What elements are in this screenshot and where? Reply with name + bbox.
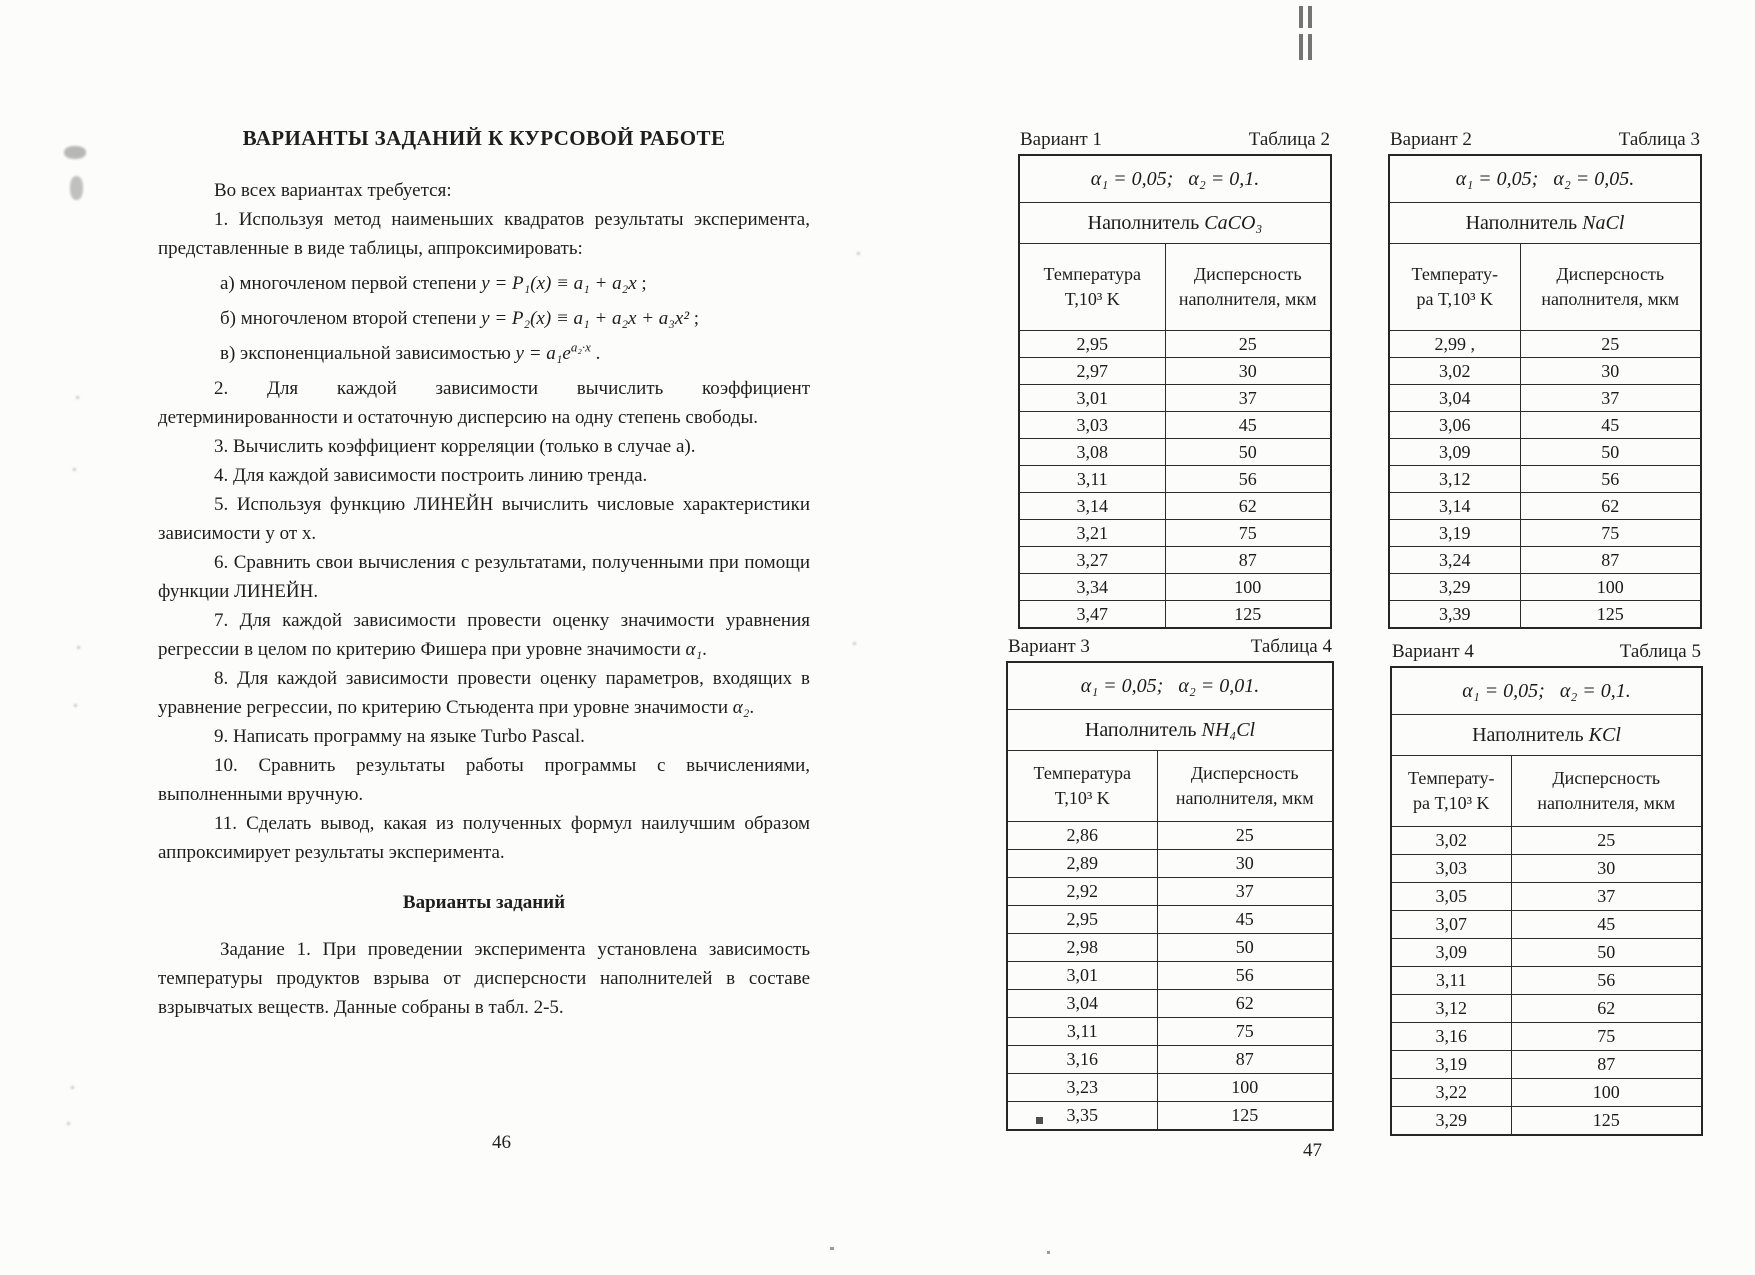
- table-row: [1391, 883, 1702, 911]
- temperature-cell: 2,97: [1019, 358, 1165, 385]
- temperature-header: Температура T,10³ K: [1007, 751, 1157, 822]
- temperature-cell: 3,01: [1007, 962, 1157, 990]
- table-row: [1019, 358, 1331, 385]
- temperature-cell: 3,39: [1389, 601, 1520, 629]
- temperature-cell: 3,14: [1389, 493, 1520, 520]
- dispersion-cell: 75: [1520, 520, 1701, 547]
- table-row: [1389, 520, 1701, 547]
- temperature-header: Температура T,10³ K: [1019, 244, 1165, 331]
- dispersion-cell: 87: [1520, 547, 1701, 574]
- temperature-cell: 3,29: [1389, 574, 1520, 601]
- table-row: [1391, 995, 1702, 1023]
- task-item: [158, 339, 810, 368]
- temperature-header: Температу- ра T,10³ K: [1391, 756, 1511, 827]
- variant-1-table: [1018, 129, 1332, 629]
- dispersion-cell: 125: [1157, 1102, 1333, 1131]
- alpha-values: α₁ = 0,05; α₂ = 0,1.: [1019, 155, 1331, 203]
- table-row: [1019, 493, 1331, 520]
- task-item-text: в) экспоненциальной зависимостью: [220, 343, 516, 364]
- table-row: [1019, 520, 1331, 547]
- scan-artifact: [830, 1247, 834, 1250]
- scan-artifact: [1299, 34, 1303, 60]
- dispersion-header: Дисперсность наполнителя, мкм: [1157, 751, 1333, 822]
- temperature-cell: 3,16: [1391, 1023, 1511, 1051]
- dispersion-cell: 30: [1165, 358, 1331, 385]
- table-row: [1389, 547, 1701, 574]
- temperature-cell: 3,05: [1391, 883, 1511, 911]
- dispersion-cell: 50: [1157, 934, 1333, 962]
- table-row: [1007, 1046, 1333, 1074]
- temperature-cell: 3,21: [1019, 520, 1165, 547]
- dispersion-cell: 125: [1165, 601, 1331, 629]
- scan-artifact: [64, 146, 86, 159]
- task-item-suffix: .: [702, 639, 707, 660]
- temperature-cell: 3,19: [1389, 520, 1520, 547]
- filler-formula: NH₄Cl: [1201, 718, 1256, 741]
- table-row: [1391, 939, 1702, 967]
- filler-formula: KCl: [1588, 723, 1621, 746]
- scan-artifact: [70, 176, 83, 200]
- task-item-text: 5. Используя функцию ЛИНЕЙН вычислить числовые характеристики зависимости y от x.: [158, 494, 810, 544]
- temperature-cell: 3,03: [1019, 412, 1165, 439]
- temperature-cell: 3,04: [1007, 990, 1157, 1018]
- filler-row: [1019, 203, 1331, 244]
- formula: α₁: [685, 639, 703, 660]
- temperature-cell: 2,89: [1007, 850, 1157, 878]
- dispersion-cell: 100: [1165, 574, 1331, 601]
- temperature-cell: 3,35: [1007, 1102, 1157, 1131]
- dispersion-cell: 37: [1511, 883, 1702, 911]
- table-row: [1391, 1051, 1702, 1079]
- table-row: [1019, 412, 1331, 439]
- scan-artifact: [74, 704, 77, 707]
- temperature-cell: 3,23: [1007, 1074, 1157, 1102]
- scan-artifact: [1308, 34, 1312, 60]
- table-row: [1019, 601, 1331, 629]
- variant-label: Вариант 1: [1020, 129, 1102, 150]
- dispersion-cell: 75: [1157, 1018, 1333, 1046]
- variant-label: Вариант 2: [1390, 129, 1472, 150]
- temperature-cell: 3,19: [1391, 1051, 1511, 1079]
- dispersion-cell: 25: [1520, 331, 1701, 358]
- dispersion-cell: 45: [1520, 412, 1701, 439]
- page-number-right: 47: [1303, 1140, 1322, 1161]
- dispersion-cell: 45: [1165, 412, 1331, 439]
- alpha-values: α₁ = 0,05; α₂ = 0,05.: [1389, 155, 1701, 203]
- temperature-cell: 3,14: [1019, 493, 1165, 520]
- dispersion-cell: 87: [1157, 1046, 1333, 1074]
- scan-artifact: [73, 468, 76, 471]
- scan-artifact: [1047, 1251, 1050, 1254]
- table-row: [1019, 439, 1331, 466]
- task-item: [158, 490, 810, 548]
- variant-3-table: [1006, 636, 1334, 1131]
- dispersion-cell: 62: [1165, 493, 1331, 520]
- task-item: [158, 374, 810, 432]
- scan-artifact: [1308, 6, 1312, 28]
- table-row: [1389, 466, 1701, 493]
- temperature-cell: 3,34: [1019, 574, 1165, 601]
- dispersion-cell: 30: [1157, 850, 1333, 878]
- table-row: [1007, 906, 1333, 934]
- dispersion-cell: 45: [1511, 911, 1702, 939]
- table-row: [1019, 547, 1331, 574]
- dispersion-cell: 75: [1165, 520, 1331, 547]
- dispersion-cell: 56: [1165, 466, 1331, 493]
- scan-artifact: [1299, 6, 1303, 28]
- task-item-text: а) многочленом первой степени: [220, 273, 482, 294]
- filler-label: Наполнитель: [1472, 723, 1584, 746]
- data-table: [1006, 661, 1334, 1131]
- data-table: [1018, 154, 1332, 629]
- task-item: [158, 751, 810, 809]
- dispersion-cell: 56: [1157, 962, 1333, 990]
- dispersion-cell: 62: [1157, 990, 1333, 1018]
- table-row: [1007, 934, 1333, 962]
- table-row: [1391, 967, 1702, 995]
- data-table: [1390, 666, 1703, 1136]
- alpha-values: α₁ = 0,05; α₂ = 0,1.: [1391, 667, 1702, 715]
- task-item-text: 11. Сделать вывод, какая из полученных формул наилучшим образом аппроксимирует результаты эксперимента.: [158, 813, 810, 863]
- table-caption: Таблица 4: [1250, 636, 1332, 657]
- task-item-suffix: .: [590, 343, 601, 364]
- dispersion-cell: 56: [1511, 967, 1702, 995]
- variant-label: Вариант 3: [1008, 636, 1090, 657]
- temperature-cell: 3,29: [1391, 1107, 1511, 1136]
- table-row: [1019, 385, 1331, 412]
- task-item-suffix: ;: [636, 273, 647, 294]
- temperature-header: Температу- ра T,10³ K: [1389, 244, 1520, 331]
- scan-artifact: [1036, 1117, 1043, 1124]
- dispersion-cell: 45: [1157, 906, 1333, 934]
- formula: y = P₁(x) ≡ a₁ + a₂x: [481, 273, 637, 294]
- temperature-cell: 2,86: [1007, 822, 1157, 850]
- filler-row: [1007, 710, 1333, 751]
- dispersion-cell: 87: [1511, 1051, 1702, 1079]
- filler-label: Наполнитель: [1087, 211, 1200, 234]
- temperature-cell: 3,47: [1019, 601, 1165, 629]
- dispersion-cell: 37: [1165, 385, 1331, 412]
- task-item: [158, 722, 810, 751]
- scan-artifact: [77, 646, 80, 649]
- filler-row: [1389, 203, 1701, 244]
- table-row: [1389, 439, 1701, 466]
- dispersion-cell: 30: [1520, 358, 1701, 385]
- scan-artifact: [67, 1122, 70, 1125]
- formula: y = P₂(x) ≡ a₁ + a₂x + a₃x²: [481, 308, 690, 329]
- formula-exponent: a₂·x: [570, 339, 591, 355]
- dispersion-cell: 62: [1520, 493, 1701, 520]
- page-number-left: 46: [492, 1132, 511, 1153]
- task-item-text: 8. Для каждой зависимости провести оценку параметров, входящих в уравнение регрессии, по критерию Стьюдента при уровне значимости: [158, 668, 810, 718]
- task-item-text: 4. Для каждой зависимости построить линию тренда.: [214, 465, 648, 486]
- dispersion-cell: 62: [1511, 995, 1702, 1023]
- temperature-cell: 3,02: [1391, 827, 1511, 855]
- dispersion-cell: 50: [1511, 939, 1702, 967]
- temperature-cell: 3,02: [1389, 358, 1520, 385]
- dispersion-cell: 125: [1520, 601, 1701, 629]
- variant-label: Вариант 4: [1392, 641, 1474, 662]
- dispersion-cell: 56: [1520, 466, 1701, 493]
- table-caption: Таблица 5: [1619, 641, 1701, 662]
- task-item-text: 9. Написать программу на языке Turbo Pascal.: [214, 726, 585, 747]
- task-item: [158, 548, 810, 606]
- dispersion-cell: 75: [1511, 1023, 1702, 1051]
- task-item: [158, 205, 810, 263]
- task-item: [158, 461, 810, 490]
- table-row: [1389, 574, 1701, 601]
- table-row: [1007, 850, 1333, 878]
- table-row: [1007, 1074, 1333, 1102]
- temperature-cell: 3,11: [1007, 1018, 1157, 1046]
- task-item: [158, 664, 810, 722]
- filler-formula: CaCO₃: [1204, 211, 1263, 234]
- dispersion-cell: 100: [1520, 574, 1701, 601]
- dispersion-cell: 25: [1165, 331, 1331, 358]
- table-row: [1019, 574, 1331, 601]
- dispersion-cell: 37: [1157, 878, 1333, 906]
- table-row: [1391, 1079, 1702, 1107]
- dispersion-cell: 25: [1157, 822, 1333, 850]
- formula: y = a₁e: [515, 343, 571, 364]
- temperature-cell: 3,09: [1389, 439, 1520, 466]
- scan-artifact: [853, 642, 856, 645]
- variant-4-table: [1390, 641, 1703, 1136]
- dispersion-header: Дисперсность наполнителя, мкм: [1511, 756, 1702, 827]
- table-row: [1007, 1018, 1333, 1046]
- requirements-list: [158, 176, 810, 867]
- table-caption: Таблица 3: [1618, 129, 1700, 150]
- table-row: [1007, 878, 1333, 906]
- dispersion-cell: 30: [1511, 855, 1702, 883]
- table-row: [1391, 827, 1702, 855]
- table-row: [1019, 466, 1331, 493]
- task-item-text: б) многочленом второй степени: [220, 308, 482, 329]
- task-item-text: 1. Используя метод наименьших квадратов результаты эксперимента, представленные в виде таблицы, аппроксимировать:: [158, 209, 810, 259]
- task-item: [158, 606, 810, 664]
- task-item: [158, 269, 810, 298]
- task-item-suffix: ;: [689, 308, 700, 329]
- dispersion-cell: 100: [1511, 1079, 1702, 1107]
- table-row: [1389, 493, 1701, 520]
- temperature-cell: 2,95: [1019, 331, 1165, 358]
- scan-artifact: [76, 396, 79, 399]
- task-item: [158, 304, 810, 333]
- filler-label: Наполнитель: [1084, 718, 1197, 741]
- temperature-cell: 3,11: [1019, 466, 1165, 493]
- temperature-cell: 3,22: [1391, 1079, 1511, 1107]
- table-row: [1389, 331, 1701, 358]
- temperature-cell: 2,92: [1007, 878, 1157, 906]
- table-row: [1389, 358, 1701, 385]
- temperature-cell: 2,95: [1007, 906, 1157, 934]
- task-item-text: 7. Для каждой зависимости провести оценку значимости уравнения регрессии в целом по критерию Фишера при уровне значимости: [158, 610, 810, 660]
- table-row: [1391, 1107, 1702, 1136]
- task-item-suffix: .: [749, 697, 755, 718]
- table-row: [1389, 412, 1701, 439]
- page-title: ВАРИАНТЫ ЗАДАНИЙ К КУРСОВОЙ РАБОТЕ: [242, 126, 726, 150]
- scan-artifact: [71, 1086, 74, 1089]
- temperature-cell: 3,09: [1391, 939, 1511, 967]
- temperature-cell: 3,12: [1391, 995, 1511, 1023]
- dispersion-cell: 125: [1511, 1107, 1702, 1136]
- temperature-cell: 3,12: [1389, 466, 1520, 493]
- table-row: [1007, 962, 1333, 990]
- table-row: [1019, 331, 1331, 358]
- filler-formula: NaCl: [1582, 211, 1625, 234]
- dispersion-cell: 87: [1165, 547, 1331, 574]
- temperature-cell: 3,01: [1019, 385, 1165, 412]
- task-item-text: Во всех вариантах требуется:: [214, 180, 452, 201]
- table-row: [1007, 1102, 1333, 1131]
- dispersion-cell: 37: [1520, 385, 1701, 412]
- task-item: [158, 432, 810, 461]
- temperature-cell: 3,16: [1007, 1046, 1157, 1074]
- task-item: [158, 809, 810, 867]
- temperature-cell: 3,07: [1391, 911, 1511, 939]
- filler-row: [1391, 715, 1702, 756]
- temperature-cell: 3,27: [1019, 547, 1165, 574]
- variant-2-table: [1388, 129, 1702, 629]
- task-item-text: 6. Сравнить свои вычисления с результатами, полученными при помощи функции ЛИНЕЙН.: [158, 552, 810, 602]
- table-row: [1007, 990, 1333, 1018]
- task-description: Задание 1. При проведении эксперимента установлена зависимость температуры продуктов взрыва от дисперсности наполнителей в составе взрывчатых веществ. Данные собраны в табл. 2-5.: [158, 939, 810, 1018]
- table-row: [1389, 385, 1701, 412]
- scan-artifact: [857, 252, 860, 255]
- table-row: [1391, 1023, 1702, 1051]
- alpha-values: α₁ = 0,05; α₂ = 0,01.: [1007, 662, 1333, 710]
- temperature-cell: 3,06: [1389, 412, 1520, 439]
- dispersion-header: Дисперсность наполнителя, мкм: [1165, 244, 1331, 331]
- dispersion-cell: 50: [1165, 439, 1331, 466]
- formula: α₂: [732, 697, 750, 718]
- filler-label: Наполнитель: [1465, 211, 1578, 234]
- temperature-cell: 3,24: [1389, 547, 1520, 574]
- dispersion-cell: 100: [1157, 1074, 1333, 1102]
- temperature-cell: 2,99 ,: [1389, 331, 1520, 358]
- left-page-text: [158, 126, 810, 1022]
- temperature-cell: 2,98: [1007, 934, 1157, 962]
- table-row: [1007, 822, 1333, 850]
- dispersion-cell: 25: [1511, 827, 1702, 855]
- dispersion-cell: 50: [1520, 439, 1701, 466]
- subheading: Варианты заданий: [402, 892, 566, 913]
- temperature-cell: 3,03: [1391, 855, 1511, 883]
- data-table: [1388, 154, 1702, 629]
- temperature-cell: 3,11: [1391, 967, 1511, 995]
- task-item-text: 10. Сравнить результаты работы программы с вычислениями, выполненными вручную.: [158, 755, 810, 805]
- table-row: [1391, 855, 1702, 883]
- task-item-text: 3. Вычислить коэффициент корреляции (только в случае а).: [214, 436, 696, 457]
- table-row: [1391, 911, 1702, 939]
- dispersion-header: Дисперсность наполнителя, мкм: [1520, 244, 1701, 331]
- temperature-cell: 3,04: [1389, 385, 1520, 412]
- table-row: [1389, 601, 1701, 629]
- temperature-cell: 3,08: [1019, 439, 1165, 466]
- table-caption: Таблица 2: [1248, 129, 1330, 150]
- task-item-text: 2. Для каждой зависимости вычислить коэффициент детерминированности и остаточную дисперсию на одну степень свободы.: [158, 378, 810, 428]
- task-item: [158, 176, 810, 205]
